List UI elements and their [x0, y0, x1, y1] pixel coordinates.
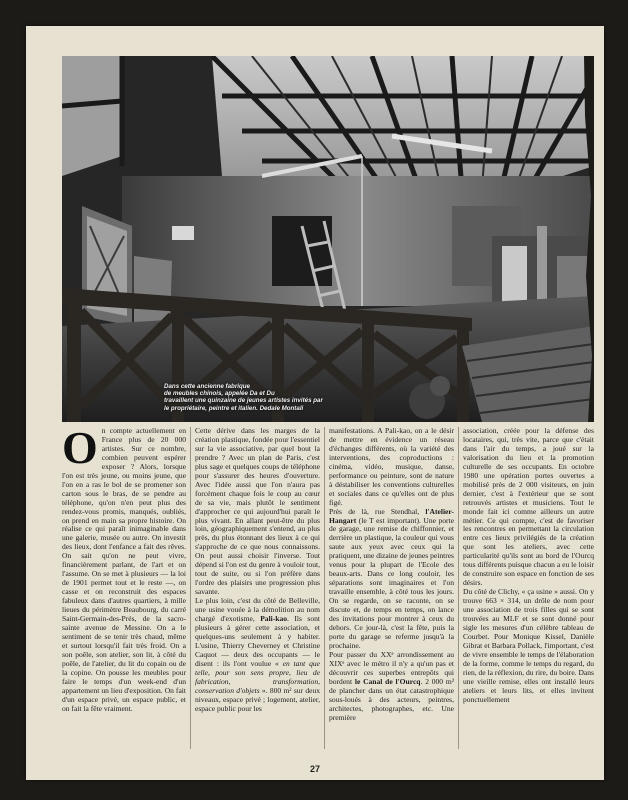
text-run: ». 800 m² sur deux niveaux, espace privé ; logement, atelier, espace public pour les — [195, 685, 320, 713]
quote-text: en tant que telle, pour son sens propre, lieu de fabrication, transformation, conservation d'objets — [195, 658, 320, 695]
text-run: . Ils sont plusieurs à gérer cette association, et quelques-uns seulement à y habiter. L'usine, Thierry Cheverney et Christine Caquot — deux des occupants — le disent : ils l'ont voulue « — [195, 614, 320, 668]
paragraph — [195, 597, 320, 713]
text-run: Pour passer du XXᵉ arrondissement au XIXᵉ avec le métro il n'y a qu'un pas et découvrir ces superbes entrepôts qui bordent — [329, 649, 454, 686]
place-name: le Canal de l'Ourcq — [354, 676, 421, 686]
paragraph — [329, 508, 454, 651]
place-name: Pali-kao — [260, 614, 288, 624]
caption-line: le propriétaire, peintre et italien. Dedale Montali — [164, 404, 304, 412]
paragraph: manifestations. A Pali-kao, on a le désir de mettre en évidence un réseau d'échanges différents, où la variété des interventions, des coproductions : cinéma, vidéo, musique, danse, performance ou peinture, sont de nature à déstabiliser les conventions culturelles et sociales dans ce qu'elles ont de plus figé. — [329, 427, 454, 507]
column-divider — [324, 427, 325, 749]
text-run: Près de là, rue Stendhal, — [329, 506, 426, 516]
photo-caption — [164, 383, 364, 412]
page-number: 27 — [309, 764, 320, 774]
text-run: Le plus loin, c'est du côté de Belleville, une usine vouée à la démolition au nom chargé d'exotisme, — [195, 596, 320, 624]
magazine-page — [26, 26, 604, 780]
place-name: l'Atelier-Hangart — [329, 506, 454, 525]
paragraph: Du côté de Clichy, « ça usine » aussi. On y trouve 663 × 314, un drôle de nom pour une association de trois filles qui se sont trouvées au MLF et se sont donné pour sigle les mesures d'un célèbre tableau de Courbet. Pour Monique Kissel, Danièle Gibrat et Barbara Pollack, l'important, c'est de vivre ensemble le temps de l'élaboration de la forme, comme le temps du regard, du rien, de la réflexion, du rire, du boire. Dans une vieille remise, elles ont installé leurs ateliers et leurs lits, et elles invitent ponctuellement — [463, 587, 594, 704]
text-run: (le T est important). Une porte de garage, une remise de chiffonnier, et derrière un plastique, la couleur qui vous saute aux yeux avec ceux qui la pratiquent, une dizaine de jeunes peintres venus pour la plupart de l'Ecole des beaux-arts. Dans ce long couloir, les séparations sont imaginaires et l'on travaille ensemble, à côté tous les jours. On se regarde, on se raconte, on se discute et, de temps en temps, on lance des invitations pour montrer à ceux du dehors. Ce jour-là, c'est la fête, puis la porte du garage se referme jusqu'à la prochaine. — [329, 515, 454, 650]
caption-line: Dans cette ancienne fabrique — [164, 383, 250, 390]
article-column-2 — [195, 427, 320, 749]
article-column-3 — [329, 427, 454, 749]
column-divider — [458, 427, 459, 749]
paragraph — [62, 427, 186, 714]
paragraph — [329, 651, 454, 723]
column-divider — [190, 427, 191, 749]
photo-illustration — [62, 56, 594, 422]
drop-cap: O — [62, 427, 98, 473]
article-column-1 — [62, 427, 186, 749]
paragraph: association, créée pour la défense des locataires, qui, très vite, parce que c'était dans l'air du temps, a joué sur la valorisation du lieu et la promotion culturelle de ses occupants. En octobre 1980 une opération portes ouvertes a mobilisé près de 2 000 visiteurs, en juin dernier, c'est à l'extérieur que se sont retrouvés artistes et musiciens. Tout le monde fait ici comme ailleurs un autre métier. Ce qui compte, c'est de favoriser les rencontres en permettant la circulation entre ces lieux privilégiés de la création que sont les ateliers, avec cette particularité qu'ils sont au bord de l'Ourcq tous différents puisque chacun a eu le loisir de construire son espace en fonction de ses désirs. — [463, 427, 594, 588]
article-body — [62, 427, 594, 749]
article-column-4 — [463, 427, 594, 749]
caption-line: de meubles chinois, appelée Da et Du — [164, 390, 275, 398]
workshop-photo — [62, 56, 594, 422]
text-run: . 2 000 m² de plancher dans un état catastrophique sous-loués à des acteurs, peintres, architectes, photographes, etc. Une première — [329, 676, 454, 722]
paragraph-text: n compte actuellement en France plus de 20 000 artistes. Sur ce nombre, combien peuvent espérer exposer ? Alors, lorsque l'on est très jeune, ou moins jeune, que l'on en a ras le bol de se promener son carton sous le bras, de se pendre au téléphone, qu'on n'en peut plus des rendez-vous promis, manqués, oubliés, on prend en main sa propre histoire. On réalise ce qui paraît inimaginable dans une galerie, musée ou autre. On investit des lieux, dont l'enfance a fait des rêves. On sait qu'on ne peut vivre, financièrement parlant, de l'art et on l'assume. On se met à plusieurs — la loi de 1901 permet tout et le reste —, on casse et on reconstruit des espaces fabuleux dans d'autres quartiers, à mille lieues du périmètre Beaubourg, du carré Saint-Germain-des-Prés, de la sacro-sainte avenue de Messine. On a le sentiment de se tenir très chaud, même et surtout lorsqu'il fait très froid. On a son poêle, son atelier, son lit, à côté du poêle, de l'atelier, du lit du copain ou de la copine. On pousse les meubles pour faire le temps d'un week-end d'un appartement un lieu d'exposition. On fait d'un espace privé, un espace public, et on fait la fête vraiment. — [62, 427, 186, 713]
caption-line: travaillent une quinzaine de jeunes artistes invités par — [164, 397, 323, 405]
paragraph: Cette dérive dans les marges de la création plastique, fondée pour l'essentiel sur la vie associative, par quel bout la prendre ? Avec un plan de Paris, c'est plus sage et quelques coups de téléphone pour s'assurer des heures d'ouverture. Avec l'idée aussi que l'on n'aura pas forcément chaque fois le coup au cœur de sa vie, mais plutôt le sentiment d'approcher ce qui aujourd'hui paraît le plus vivant. En allant peut-être du plus loin, géographiquement s'entend, au plus près, du plus étonnant des lieux à ce qui s'approche de ce que nous connaissons. On peut aussi choisir l'inverse. Tout dépend si l'on est du genre à vouloir tout, tout de suite, ou si l'on préfère dans l'ordre des plaisirs une progression plus savante. — [195, 427, 320, 597]
